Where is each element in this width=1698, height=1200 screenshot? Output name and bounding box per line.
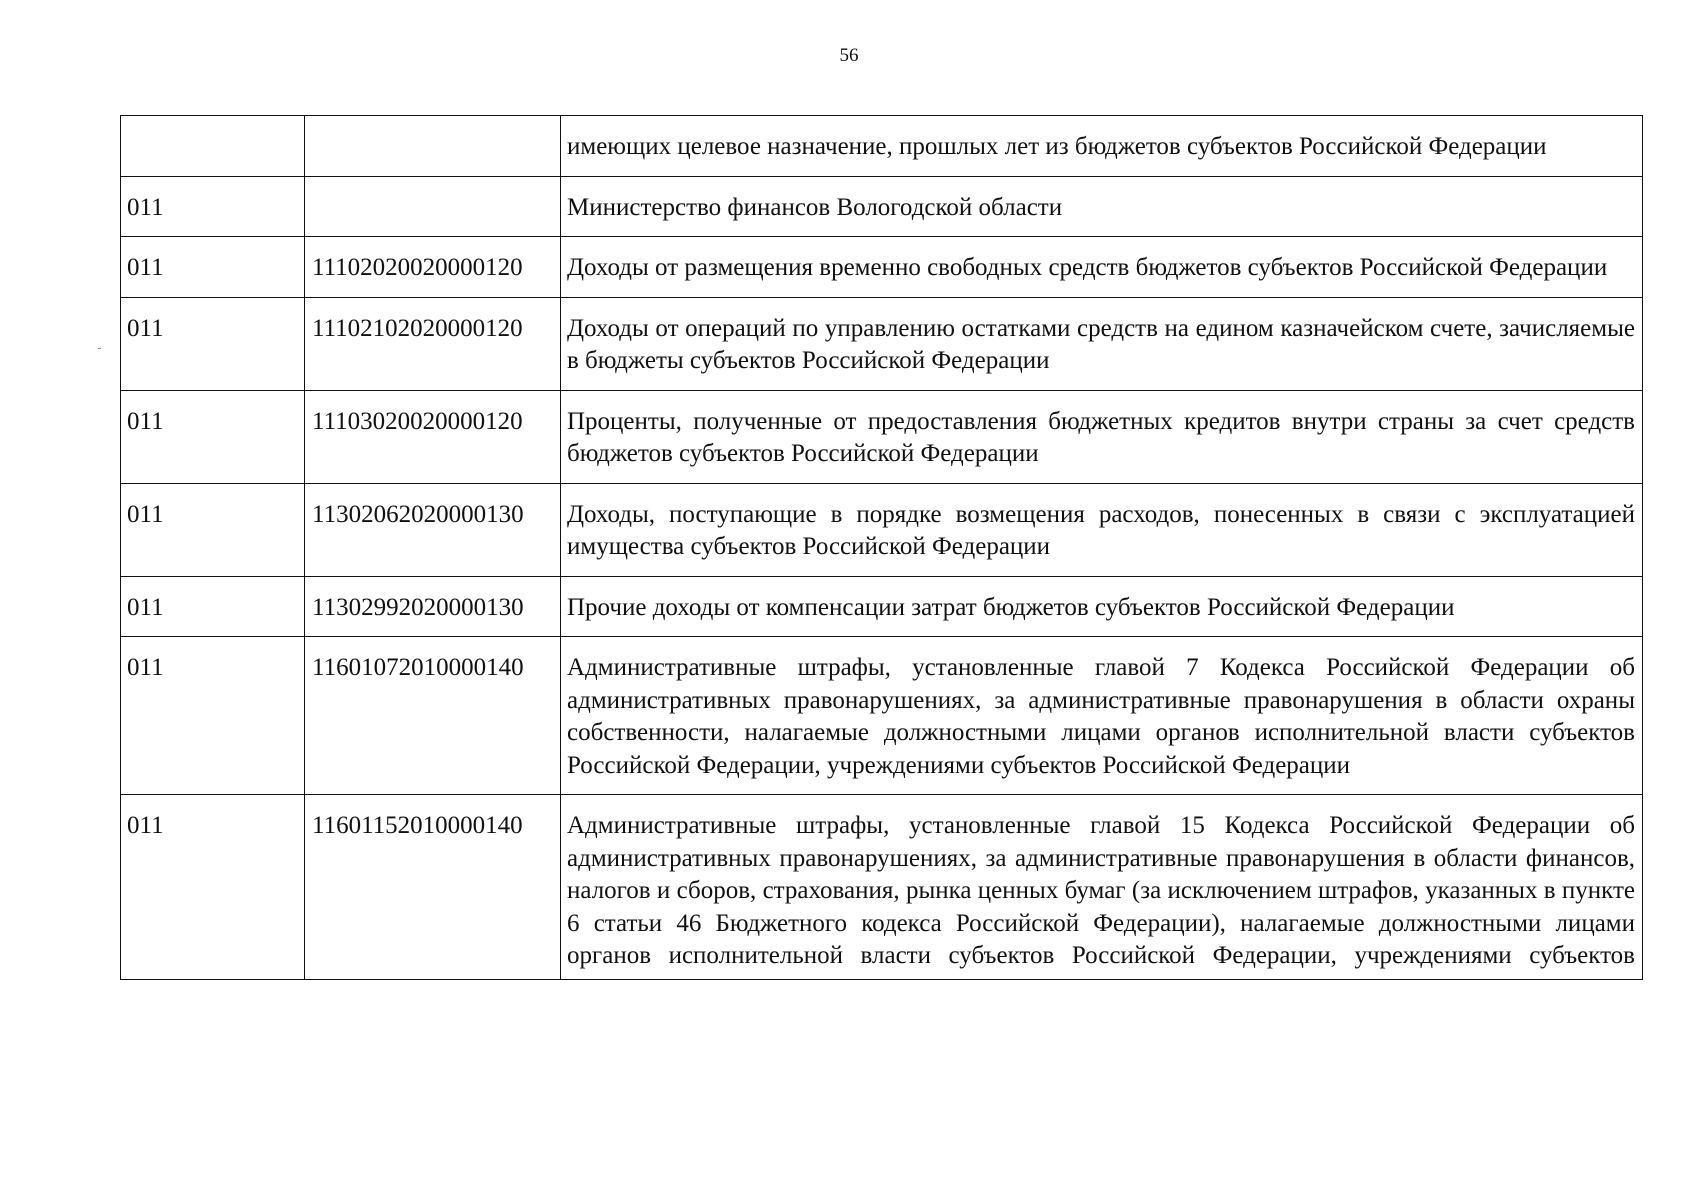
table-row <box>121 576 1643 637</box>
revenue-description-cell: Министерство финансов Вологодской области <box>561 176 1643 237</box>
administrator-code-cell: 011 <box>121 576 305 637</box>
budget-classification-code-cell: 11102102020000120 <box>305 297 561 390</box>
revenue-description-cell: Проценты, полученные от предоставления бюджетных кредитов внутри страны за счет средств бюджетов субъектов Российской Федерации <box>561 390 1643 483</box>
administrator-code-cell: 011 <box>121 297 305 390</box>
budget-classification-code-cell <box>305 176 561 237</box>
revenue-description-cell: Административные штрафы, установленные главой 15 Кодекса Российской Федерации об административных правонарушениях, за административные правонарушения в области финансов, налогов и сборов, страхования, рынка ценных бумаг (за исключением штрафов, указанных в пункте 6 статьи 46 Бюджетного кодекса Российской Федерации), налагаемые должностными лицами органов исполнительной власти субъектов Российской Федерации, учреждениями субъектов <box>561 795 1643 980</box>
budget-classification-code-cell: 11601072010000140 <box>305 637 561 795</box>
table-row <box>121 483 1643 576</box>
administrator-code-cell: 011 <box>121 237 305 298</box>
revenue-description-cell: имеющих целевое назначение, прошлых лет из бюджетов субъектов Российской Федерации <box>561 116 1643 177</box>
revenue-description-cell: Прочие доходы от компенсации затрат бюджетов субъектов Российской Федерации <box>561 576 1643 637</box>
budget-classification-code-cell: 11302992020000130 <box>305 576 561 637</box>
administrator-code-cell: 011 <box>121 483 305 576</box>
revenue-description-cell: Доходы от операций по управлению остатками средств на едином казначейском счете, зачисляемые в бюджеты субъектов Российской Федерации <box>561 297 1643 390</box>
budget-classification-code-cell: 11103020020000120 <box>305 390 561 483</box>
budget-classification-code-cell: 11601152010000140 <box>305 795 561 980</box>
administrator-code-cell: 011 <box>121 390 305 483</box>
administrator-code-cell: 011 <box>121 637 305 795</box>
revenue-description-cell: Доходы от размещения временно свободных средств бюджетов субъектов Российской Федерации <box>561 237 1643 298</box>
table-row <box>121 637 1643 795</box>
revenue-description-cell: Административные штрафы, установленные главой 7 Кодекса Российской Федерации об административных правонарушениях, за административные правонарушения в области охраны собственности, налагаемые должностными лицами органов исполнительной власти субъектов Российской Федерации, учреждениями субъектов Российской Федерации <box>561 637 1643 795</box>
revenue-codes-table <box>120 115 1643 980</box>
administrator-code-cell: 011 <box>121 795 305 980</box>
scan-margin-mark <box>98 348 101 349</box>
budget-classification-code-cell: 11302062020000130 <box>305 483 561 576</box>
budget-classification-code-cell <box>305 116 561 177</box>
table-row <box>121 176 1643 237</box>
administrator-code-cell <box>121 116 305 177</box>
table-row <box>121 297 1643 390</box>
table-row <box>121 390 1643 483</box>
page-number: 56 <box>839 45 859 66</box>
table-row <box>121 237 1643 298</box>
budget-classification-code-cell: 11102020020000120 <box>305 237 561 298</box>
table-row <box>121 116 1643 177</box>
table-row <box>121 795 1643 980</box>
administrator-code-cell: 011 <box>121 176 305 237</box>
revenue-description-cell: Доходы, поступающие в порядке возмещения расходов, понесенных в связи с эксплуатацией имущества субъектов Российской Федерации <box>561 483 1643 576</box>
